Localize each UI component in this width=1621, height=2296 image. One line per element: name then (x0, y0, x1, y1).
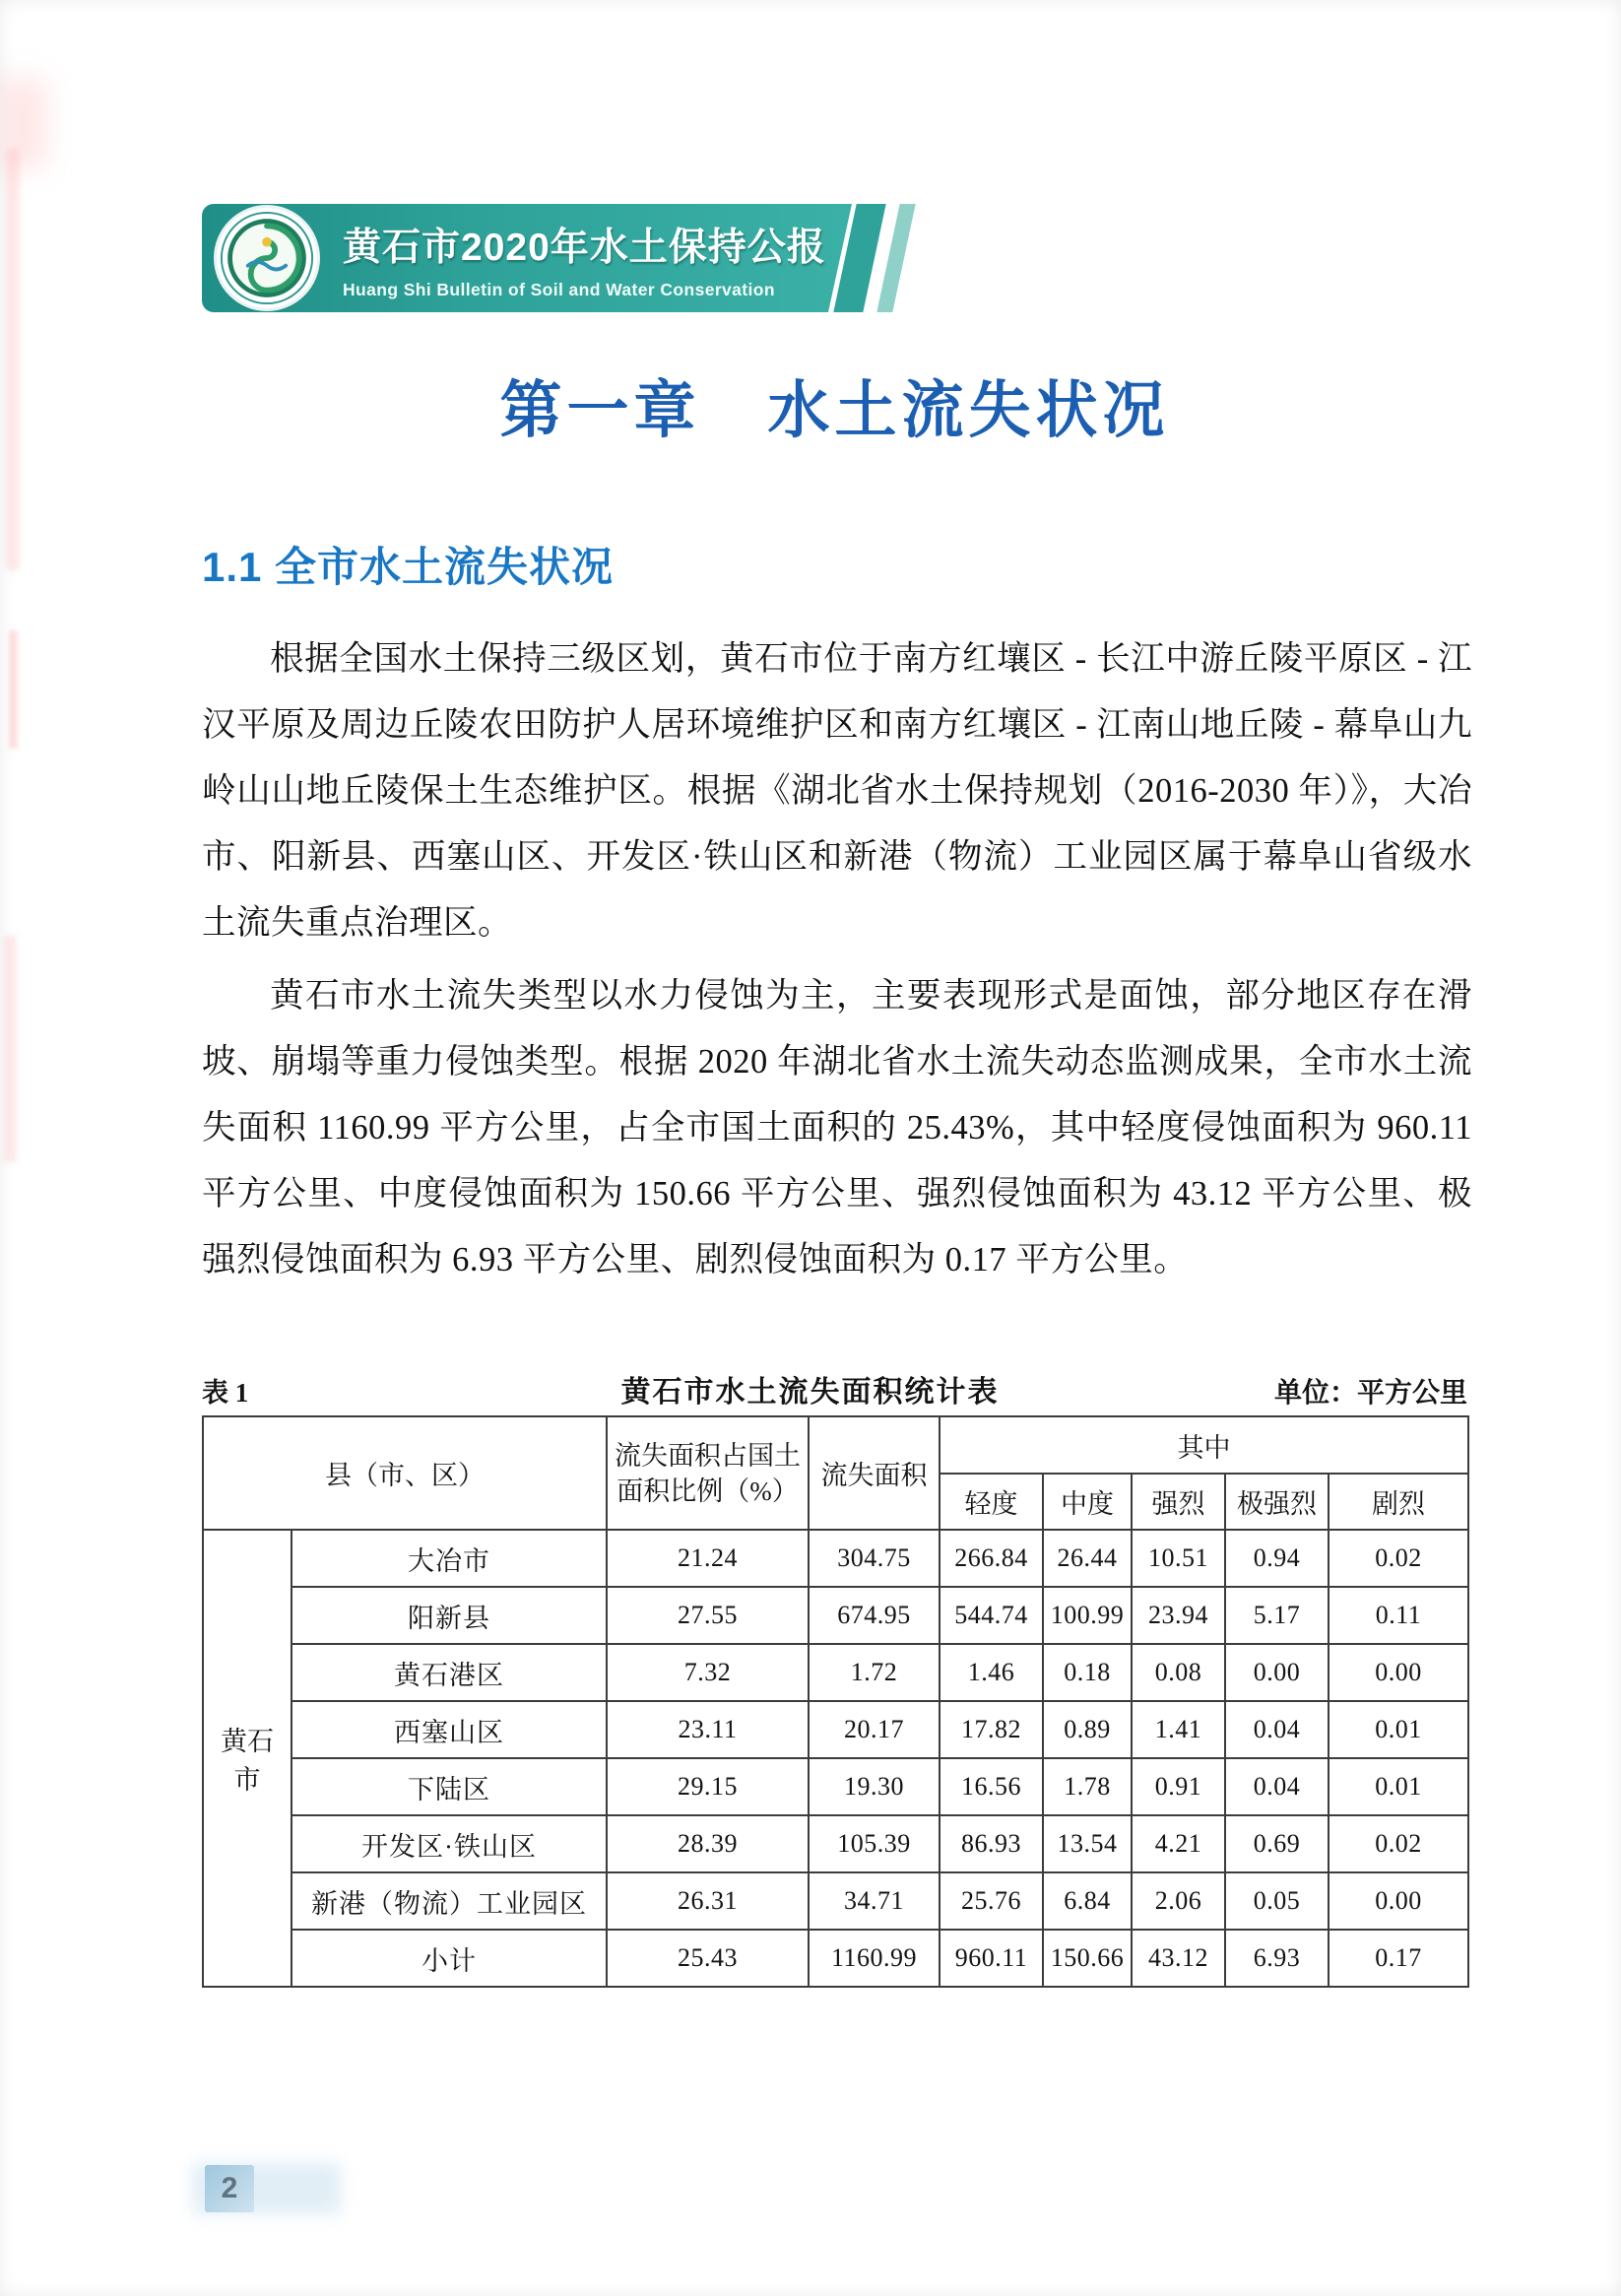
value-cell: 13.54 (1043, 1815, 1132, 1872)
value-cell: 26.44 (1043, 1530, 1132, 1587)
value-cell: 1.78 (1043, 1758, 1132, 1815)
value-cell: 23.94 (1132, 1587, 1225, 1644)
group-label-cell: 黄石市 (203, 1530, 292, 1987)
banner-text-block (343, 217, 855, 300)
value-cell: 19.30 (809, 1758, 940, 1815)
value-cell: 2.06 (1132, 1872, 1225, 1930)
value-cell: 960.11 (940, 1930, 1043, 1987)
table-label: 表 1 (202, 1378, 249, 1408)
value-cell: 25.76 (940, 1872, 1043, 1930)
value-cell: 27.55 (607, 1587, 809, 1644)
table-row (203, 1587, 1468, 1644)
value-cell: 1.41 (1132, 1701, 1225, 1758)
header-light: 轻度 (940, 1474, 1043, 1530)
value-cell: 0.08 (1132, 1644, 1225, 1701)
scan-artifact (0, 79, 45, 167)
table-row-subtotal (203, 1930, 1468, 1987)
header-severe: 剧烈 (1329, 1474, 1468, 1530)
value-cell: 6.93 (1225, 1930, 1329, 1987)
region-cell: 大冶市 (292, 1530, 607, 1587)
value-cell: 0.05 (1225, 1872, 1329, 1930)
value-cell: 674.95 (809, 1587, 940, 1644)
value-cell: 7.32 (607, 1644, 809, 1701)
chapter-title: 第一章 水土流失状况 (499, 376, 1170, 445)
value-cell: 28.39 (607, 1815, 809, 1872)
region-cell: 新港（物流）工业园区 (292, 1872, 607, 1930)
value-cell: 10.51 (1132, 1530, 1225, 1587)
value-cell: 0.69 (1225, 1815, 1329, 1872)
header-region: 县（市、区） (203, 1416, 607, 1530)
value-cell: 43.12 (1132, 1930, 1225, 1987)
table-title: 黄石市水土流失面积统计表 (620, 1376, 1000, 1409)
table-row (203, 1701, 1468, 1758)
value-cell: 0.91 (1132, 1758, 1225, 1815)
region-cell: 小计 (292, 1930, 607, 1987)
header-extremely-intense: 极强烈 (1225, 1474, 1329, 1530)
table-row (203, 1644, 1468, 1701)
value-cell: 20.17 (809, 1701, 940, 1758)
value-cell: 1160.99 (809, 1930, 940, 1987)
table-row (203, 1872, 1468, 1930)
globe-swirl-icon (220, 211, 314, 305)
header-intense: 强烈 (1132, 1474, 1225, 1530)
value-cell: 23.11 (607, 1701, 809, 1758)
table-row (203, 1815, 1468, 1872)
region-cell: 阳新县 (292, 1587, 607, 1644)
value-cell: 1.72 (809, 1644, 940, 1701)
banner-title: 黄石市2020年水土保持公报 (343, 227, 826, 269)
value-cell: 0.00 (1329, 1872, 1468, 1930)
value-cell: 1.46 (940, 1644, 1043, 1701)
value-cell: 26.31 (607, 1872, 809, 1930)
value-cell: 0.94 (1225, 1530, 1329, 1587)
header-moderate: 中度 (1043, 1474, 1132, 1530)
value-cell: 0.00 (1329, 1644, 1468, 1701)
value-cell: 0.11 (1329, 1587, 1468, 1644)
value-cell: 5.17 (1225, 1587, 1329, 1644)
region-cell: 开发区·铁山区 (292, 1815, 607, 1872)
paragraph-region-classification: 根据全国水土保持三级区划，黄石市位于南方红壤区 - 长江中游丘陵平原区 - 江汉平原及周边丘陵农田防护人居环境维护区和南方红壤区 - 江南山地丘陵 - 幕阜山九岭山山地丘陵保土生态维护区。根据《湖北省水土保持规划（2016-2030 年）》，大冶市、阳新县、西塞山区、开发区·铁山区和新港（物流）工业园区属于幕阜山省级水土流失重点治理区。 (202, 640, 1472, 942)
value-cell: 150.66 (1043, 1930, 1132, 1987)
value-cell: 266.84 (940, 1530, 1043, 1587)
table-caption (202, 1367, 1467, 1410)
value-cell: 304.75 (809, 1530, 940, 1587)
value-cell: 16.56 (940, 1758, 1043, 1815)
value-cell: 0.01 (1329, 1758, 1468, 1815)
header-area: 流失面积 (809, 1416, 940, 1530)
value-cell: 0.00 (1225, 1644, 1329, 1701)
section-title: 1.1 全市水土流失状况 (202, 544, 615, 590)
value-cell: 0.01 (1329, 1701, 1468, 1758)
value-cell: 17.82 (940, 1701, 1043, 1758)
banner-stripe (876, 204, 915, 312)
table-unit: 单位：平方公里 (1273, 1378, 1467, 1409)
value-cell: 0.17 (1329, 1930, 1468, 1987)
table-row (203, 1530, 1468, 1587)
value-cell: 0.18 (1043, 1644, 1132, 1701)
value-cell: 544.74 (940, 1587, 1043, 1644)
value-cell: 34.71 (809, 1872, 940, 1930)
value-cell: 29.15 (607, 1758, 809, 1815)
soil-erosion-statistics-table (202, 1415, 1469, 1988)
scan-artifact (9, 630, 18, 749)
header-ratio: 流失面积占国土面积比例（%） (607, 1416, 809, 1530)
table-row (203, 1758, 1468, 1815)
region-cell: 西塞山区 (292, 1701, 607, 1758)
scan-artifact (6, 148, 20, 571)
region-cell: 黄石港区 (292, 1644, 607, 1701)
value-cell: 25.43 (607, 1930, 809, 1987)
value-cell: 0.89 (1043, 1701, 1132, 1758)
scan-artifact (4, 936, 17, 1162)
value-cell: 86.93 (940, 1815, 1043, 1872)
header-among: 其中 (940, 1416, 1468, 1474)
value-cell: 4.21 (1132, 1815, 1225, 1872)
value-cell: 0.02 (1329, 1815, 1468, 1872)
soil-water-conservation-logo-icon (217, 208, 317, 308)
banner-subtitle: Huang Shi Bulletin of Soil and Water Conservation (343, 280, 775, 299)
page-number: 2 (205, 2165, 254, 2212)
value-cell: 0.04 (1225, 1701, 1329, 1758)
value-cell: 100.99 (1043, 1587, 1132, 1644)
value-cell: 21.24 (607, 1530, 809, 1587)
region-cell: 下陆区 (292, 1758, 607, 1815)
value-cell: 6.84 (1043, 1872, 1132, 1930)
paragraph-erosion-statistics: 黄石市水土流失类型以水力侵蚀为主，主要表现形式是面蚀，部分地区存在滑坡、崩塌等重力侵蚀类型。根据 2020 年湖北省水土流失动态监测成果，全市水土流失面积 1160.99 平方公里，占全市国土面积的 25.43%，其中轻度侵蚀面积为 960.11 平方公里、中度侵蚀面积为 150.66 平方公里、强烈侵蚀面积为 43.12 平方公里、极强烈侵蚀面积为 6.93 平方公里、剧烈侵蚀面积为 0.17 平方公里。 (202, 977, 1472, 1279)
value-cell: 0.04 (1225, 1758, 1329, 1815)
value-cell: 0.02 (1329, 1530, 1468, 1587)
value-cell: 105.39 (809, 1815, 940, 1872)
